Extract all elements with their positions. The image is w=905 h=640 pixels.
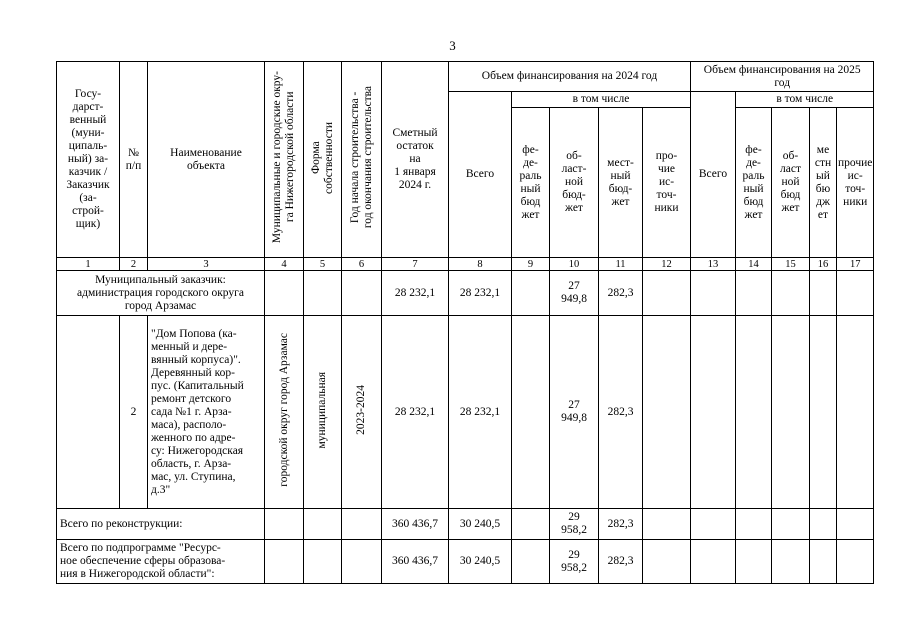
subprogram-label: Всего по подпрограмме "Ресурс- ное обеспечение сферы образова- ния в Нижегородской области": [57,540,265,584]
cell-total-2024: 30 240,5 [449,509,512,540]
header-number: № п/п [120,62,148,258]
column-number: 4 [265,258,304,271]
table-row [57,540,874,584]
header-other-2025: прочие ис- точ- ники [837,108,874,258]
column-number: 15 [772,258,810,271]
financing-table [56,61,874,584]
header-financing-2024: Объем финансирования на 2024 год [449,62,691,92]
header-object-name: Наименование объекта [148,62,265,258]
header-other-2024: про- чие ис- точ- ники [643,108,691,258]
object-district: городской округ город Арзамас [265,316,304,509]
column-number: 16 [810,258,837,271]
header-local-2024: мест- ный бюд- жет [599,108,643,258]
cell-regional-2024: 29 958,2 [550,509,599,540]
header-regional-2025: об- ласт ной бюд жет [772,108,810,258]
cell-total-2024: 30 240,5 [449,540,512,584]
cell-local-2024: 282,3 [599,509,643,540]
header-total-2025: Всего [691,92,736,258]
column-number: 12 [643,258,691,271]
table-row [57,271,874,316]
column-number: 3 [148,258,265,271]
cell-regional-2024: 29 958,2 [550,540,599,584]
column-number: 13 [691,258,736,271]
header-federal-2024: фе- де- раль ный бюд жет [512,108,550,258]
page-number: 3 [449,38,456,53]
column-number: 14 [736,258,772,271]
reconstruction-label: Всего по реконструкции: [57,509,265,540]
cell-total-2024: 28 232,1 [449,316,512,509]
table-row [57,316,874,509]
cell-estimate: 28 232,1 [382,271,449,316]
table-row [57,509,874,540]
header-regional-2024: об- ласт- ной бюд- жет [550,108,599,258]
cell-local-2024: 282,3 [599,271,643,316]
column-numbers-row [57,258,874,271]
cell-estimate: 360 436,7 [382,540,449,584]
header-district: Муниципальные и городские окру- га Нижегородской области [265,62,304,258]
header-including-2024: в том числе [512,92,691,108]
column-number: 10 [550,258,599,271]
cell-estimate: 360 436,7 [382,509,449,540]
cell-local-2024: 282,3 [599,316,643,509]
object-years: 2023-2024 [342,316,382,509]
cell-regional-2024: 27 949,8 [550,316,599,509]
cell-estimate: 28 232,1 [382,316,449,509]
header-financing-2025: Объем финансирования на 2025 год [691,62,874,92]
column-number: 7 [382,258,449,271]
column-number: 1 [57,258,120,271]
header-ownership: Форма собственности [304,62,342,258]
column-number: 9 [512,258,550,271]
column-number: 17 [837,258,874,271]
column-number: 5 [304,258,342,271]
cell-local-2024: 282,3 [599,540,643,584]
header-estimate-balance: Сметный остаток на 1 января 2024 г. [382,62,449,258]
column-number: 6 [342,258,382,271]
object-name: "Дом Попова (ка- менный и дере- вянный корпуса)". Деревянный кор- пус. (Капитальный ремонт детского сада №1 г. Арза- маса), располо- женного по адре- су: Нижегородская область, г. Арза- мас, ул. Ступина, д.3" [148,316,265,509]
customer-label: Муниципальный заказчик: администрация городского округа город Арзамас [57,271,265,316]
header-years: Год начала строительства - год окончания строительства [342,62,382,258]
object-number: 2 [120,316,148,509]
header-total-2024: Всего [449,92,512,258]
header-including-2025: в том числе [736,92,874,108]
header-customer: Госу- дарст- венный (муни- ципаль- ный) за- казчик / Заказчик (за- строй- щик) [57,62,120,258]
cell-total-2024: 28 232,1 [449,271,512,316]
header-local-2025: ме стн ый бю дж ет [810,108,837,258]
column-number: 11 [599,258,643,271]
cell-regional-2024: 27 949,8 [550,271,599,316]
header-federal-2025: фе- де- раль ный бюд жет [736,108,772,258]
column-number: 2 [120,258,148,271]
column-number: 8 [449,258,512,271]
object-ownership: муниципальная [304,316,342,509]
